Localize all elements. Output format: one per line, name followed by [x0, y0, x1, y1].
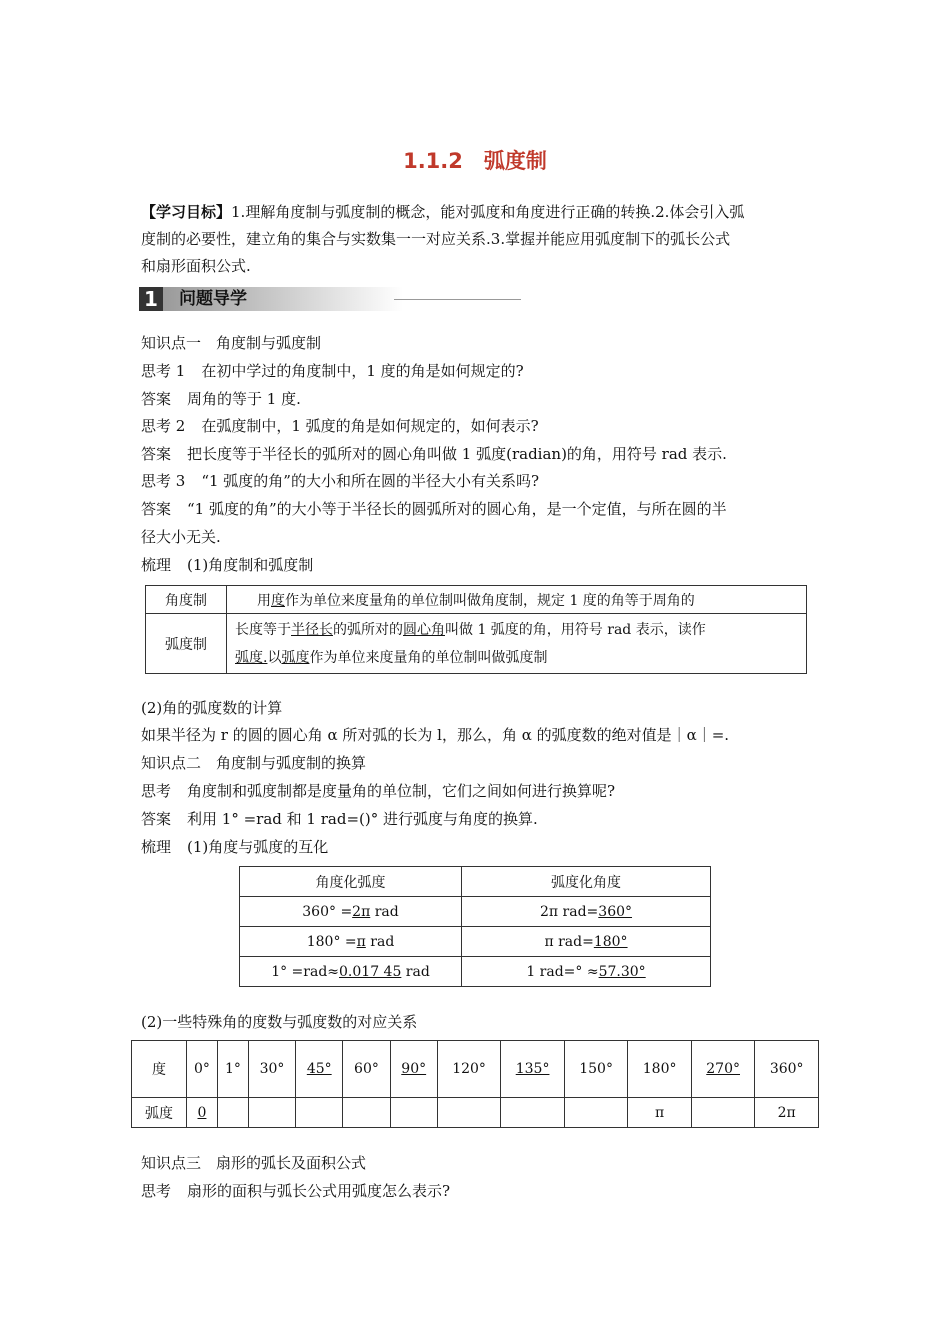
radian-cell: π [628, 1098, 692, 1128]
k2-heading: 知识点二 角度制与弧度制的换算 [141, 754, 367, 772]
objectives-label: 【学习目标】 [141, 203, 232, 221]
conversion-table [239, 866, 711, 987]
degree-answer: 135° [515, 1061, 550, 1077]
t1r2-d: 以 [267, 649, 282, 666]
c-answer: 360° [598, 903, 633, 920]
k2-summary-text: (1)角度与弧度的互化 [187, 838, 329, 856]
degree-cell [501, 1041, 565, 1098]
table-row [240, 927, 711, 957]
radian-cell [501, 1098, 565, 1128]
c-unit: rad [370, 903, 399, 920]
learning-objectives [141, 199, 811, 280]
table-row [240, 957, 711, 987]
t1r2-a: 长度等于 [235, 621, 291, 638]
degree-cell: 360° [755, 1041, 819, 1098]
radian-cell: 2π [755, 1098, 819, 1128]
table-row [132, 1098, 819, 1128]
k3-heading: 知识点三 扇形的弧长及面积公式 [141, 1154, 367, 1172]
section-label: 问题导学 [179, 289, 247, 309]
t1r2-u4: 弧度 [281, 649, 310, 666]
k1-answer-2 [141, 441, 727, 468]
calc-text: 如果半径为 r 的圆的圆心角 α 所对弧的长为 l，那么，角 α 的弧度数的绝对值是｜α｜=. [141, 726, 730, 744]
degree-cell [390, 1041, 437, 1098]
table1-row1-content [227, 586, 807, 614]
k2-a-text: 利用 1° =rad 和 1 rad=()° 进行弧度与角度的换算. [187, 810, 538, 828]
c-unit: rad [401, 963, 430, 980]
calc-heading: (2)角的弧度数的计算 [141, 699, 283, 717]
a1-label: 答案 [141, 390, 172, 408]
k1-question-1 [141, 358, 524, 385]
radian-cell [217, 1098, 248, 1128]
radian-cell [691, 1098, 755, 1128]
c-text: π rad= [544, 933, 594, 950]
k2-summary [141, 834, 328, 861]
objectives-line3: 和扇形面积公式. [141, 257, 251, 275]
a3-label: 答案 [141, 500, 172, 518]
c-text: 1 rad=° ≈ [526, 963, 599, 980]
section-header [139, 287, 521, 311]
table1-row1-label: 角度制 [146, 586, 227, 614]
t1r2-b: 的弧所对的 [333, 621, 403, 638]
degree-cell: 30° [248, 1041, 295, 1098]
radian-cell [343, 1098, 390, 1128]
conversion-cell [240, 897, 462, 927]
a1-text: 周角的等于 1 度. [187, 390, 301, 408]
radian-answer: 0 [197, 1104, 207, 1121]
a3-text-1: “1 弧度的角”的大小等于半径长的圆弧所对的圆心角，是一个定值，与所在圆的半 [187, 500, 727, 518]
degree-cell: 120° [437, 1041, 501, 1098]
degree-cell: 180° [628, 1041, 692, 1098]
k1-question-2 [141, 413, 539, 440]
degree-answer: 270° [706, 1061, 740, 1077]
c-text: 2π rad= [539, 903, 599, 920]
degree-answer: 90° [401, 1061, 427, 1077]
section-divider [394, 299, 521, 300]
table-row [132, 1041, 819, 1098]
summary-text: (1)角度制和弧度制 [187, 556, 314, 574]
k1-summary [141, 552, 313, 579]
t1r2-c: 叫做 1 弧度的角，用符号 rad 表示，读作 [445, 621, 706, 638]
k3-question [141, 1178, 450, 1205]
objectives-line1: 1.理解角度制与弧度制的概念，能对弧度和角度进行正确的转换.2.体会引入弧 [231, 203, 745, 221]
section-number: 1 [139, 287, 163, 311]
conversion-header-left: 角度化弧度 [240, 867, 462, 897]
k2-answer [141, 806, 538, 833]
t1r1-a: 用 [257, 592, 271, 609]
table1-row2-label: 弧度制 [146, 614, 227, 674]
radian-cell [390, 1098, 437, 1128]
q3-label: 思考 3 [141, 472, 186, 490]
k2-q-label: 思考 [141, 782, 172, 800]
k1-answer-3 [141, 496, 727, 523]
q1-text: 在初中学过的角度制中，1 度的角是如何规定的? [201, 362, 524, 380]
radian-cell [296, 1098, 343, 1128]
degree-cell [296, 1041, 343, 1098]
angle-radian-definition-table [145, 585, 807, 674]
q2-label: 思考 2 [141, 417, 186, 435]
q1-label: 思考 1 [141, 362, 186, 380]
t1r2-e: 作为单位来度量角的单位制叫做弧度制 [309, 649, 548, 666]
c-answer: 180° [593, 933, 628, 950]
k2-question [141, 778, 615, 805]
conversion-cell [240, 957, 462, 987]
degree-row-label: 度 [132, 1041, 187, 1098]
radian-cell [564, 1098, 628, 1128]
c-answer: 0.017 45 [339, 963, 402, 980]
degree-cell: 0° [187, 1041, 218, 1098]
conversion-cell [462, 897, 711, 927]
page-title: 1.1.2 弧度制 [403, 149, 547, 173]
c-text: 1° =rad≈ [271, 963, 340, 980]
k2-summary-label: 梳理 [141, 838, 172, 856]
c-text: 180° = [306, 933, 357, 950]
degree-cell: 150° [564, 1041, 628, 1098]
a2-label: 答案 [141, 445, 172, 463]
table1-row2-content [227, 614, 807, 674]
special-heading: (2)一些特殊角的度数与弧度数的对应关系 [141, 1013, 418, 1031]
degree-answer: 45° [306, 1061, 332, 1077]
k3-q-text: 扇形的面积与弧长公式用弧度怎么表示? [187, 1182, 451, 1200]
c-answer: π [356, 933, 366, 950]
t1r1-u: 度 [271, 592, 285, 609]
t1r2-u1: 半径长 [291, 621, 333, 638]
table-row [240, 897, 711, 927]
k1-question-3 [141, 468, 539, 495]
radian-cell [437, 1098, 501, 1128]
radian-cell [187, 1098, 218, 1128]
k2-a-label: 答案 [141, 810, 172, 828]
conversion-cell [462, 957, 711, 987]
c-answer: 2π [352, 903, 371, 920]
t1r2-u3: 弧度. [235, 649, 268, 666]
k3-q-label: 思考 [141, 1182, 172, 1200]
c-text: 360° = [302, 903, 353, 920]
radian-row-label: 弧度 [132, 1098, 187, 1128]
a3-text-2: 径大小无关. [141, 528, 221, 546]
q3-text: “1 弧度的角”的大小和所在圆的半径大小有关系吗? [201, 472, 540, 490]
c-answer: 57.30° [598, 963, 646, 980]
degree-cell: 60° [343, 1041, 390, 1098]
conversion-cell [462, 927, 711, 957]
q2-text: 在弧度制中，1 弧度的角是如何规定的，如何表示? [201, 417, 539, 435]
k1-answer-1 [141, 386, 301, 413]
k1-heading: 知识点一 角度制与弧度制 [141, 334, 322, 352]
t1r2-u2: 圆心角 [403, 621, 445, 638]
conversion-header-right: 弧度化角度 [462, 867, 711, 897]
conversion-cell [240, 927, 462, 957]
c-unit: rad [365, 933, 395, 950]
summary-label: 梳理 [141, 556, 172, 574]
degree-cell [691, 1041, 755, 1098]
k2-q-text: 角度制和弧度制都是度量角的单位制，它们之间如何进行换算呢? [187, 782, 616, 800]
t1r1-b: 作为单位来度量角的单位制叫做角度制，规定 1 度的角等于周角的 [285, 592, 695, 609]
radian-cell [248, 1098, 295, 1128]
a2-text: 把长度等于半径长的弧所对的圆心角叫做 1 弧度(radian)的角，用符号 rad 表示. [187, 445, 727, 463]
objectives-line2: 度制的必要性，建立角的集合与实数集一一对应关系.3.掌握并能应用弧度制下的弧长公式 [141, 230, 731, 248]
special-angles-table [131, 1040, 819, 1128]
degree-cell: 1° [217, 1041, 248, 1098]
